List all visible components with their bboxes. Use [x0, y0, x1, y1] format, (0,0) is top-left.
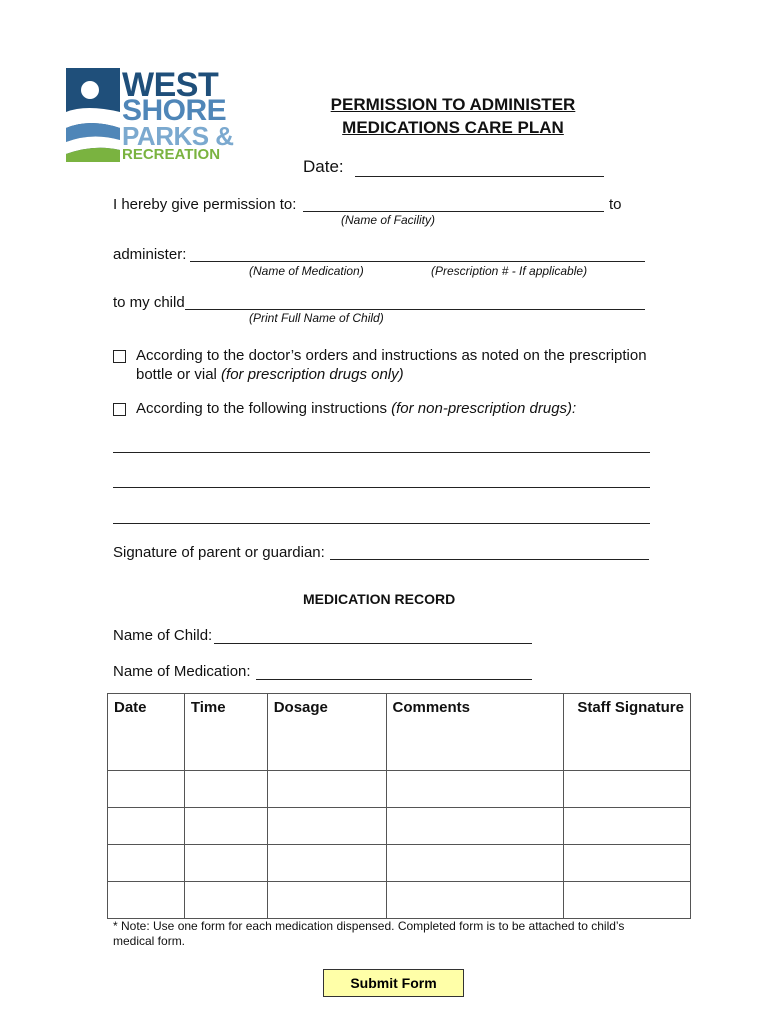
page-title-line1: PERMISSION TO ADMINISTER — [330, 95, 576, 114]
table-cell[interactable] — [386, 808, 564, 845]
logo-graphic-icon — [66, 68, 122, 164]
column-header-staff-signature: Staff Signature — [564, 694, 691, 771]
record-child-field[interactable] — [214, 643, 532, 644]
option1-text-line2 — [136, 366, 404, 383]
option2-text: According to the following instructions — [136, 400, 392, 417]
option1-text2: bottle or vial — [136, 366, 222, 383]
child-caption: (Print Full Name of Child) — [249, 311, 384, 325]
west-shore-logo — [66, 68, 241, 164]
medication-record-table — [107, 693, 691, 919]
option2-italic: (for non-prescription drugs): — [391, 400, 577, 417]
table-row — [108, 845, 691, 882]
option2-text-line — [136, 400, 576, 417]
logo-word-shore: SHORE — [122, 94, 227, 127]
page-title-line2: MEDICATIONS CARE PLAN — [342, 118, 564, 137]
signature-field[interactable] — [330, 559, 649, 560]
table-cell[interactable] — [108, 771, 185, 808]
table-cell[interactable] — [267, 845, 386, 882]
record-medication-field[interactable] — [256, 679, 532, 680]
date-label: Date: — [303, 157, 344, 176]
instructions-line-2[interactable] — [113, 487, 650, 488]
table-row — [108, 882, 691, 919]
medication-record-heading: MEDICATION RECORD — [303, 591, 456, 607]
record-medication-label: Name of Medication: — [113, 663, 251, 680]
option1-text: According to the doctor’s orders and instructions as noted on the prescription — [136, 347, 647, 364]
signature-label: Signature of parent or guardian: — [113, 544, 325, 561]
table-cell[interactable] — [564, 808, 691, 845]
prescription-caption: (Prescription # - If applicable) — [431, 264, 588, 278]
medication-caption: (Name of Medication) — [249, 264, 364, 278]
column-header-time: Time — [184, 694, 267, 771]
child-label: to my child — [113, 294, 185, 311]
instructions-line-3[interactable] — [113, 523, 650, 524]
column-header-date: Date — [108, 694, 185, 771]
table-row — [108, 808, 691, 845]
logo-word-west: WEST — [122, 66, 219, 104]
column-header-dosage: Dosage — [267, 694, 386, 771]
table-header-row — [108, 694, 691, 771]
record-child-label: Name of Child: — [113, 627, 213, 644]
table-cell[interactable] — [564, 882, 691, 919]
facility-caption: (Name of Facility) — [341, 213, 436, 227]
logo-word-recreation: RECREATION — [122, 146, 221, 163]
table-cell[interactable] — [184, 771, 267, 808]
table-cell[interactable] — [386, 882, 564, 919]
child-name-field[interactable] — [185, 309, 645, 310]
table-cell[interactable] — [267, 771, 386, 808]
note-line2: medical form. — [113, 934, 186, 948]
table-cell[interactable] — [564, 845, 691, 882]
logo-word-parks: PARKS & — [122, 121, 234, 151]
nonprescription-checkbox[interactable] — [113, 403, 126, 416]
prescription-checkbox[interactable] — [113, 350, 126, 363]
table-cell[interactable] — [267, 808, 386, 845]
table-cell[interactable] — [386, 771, 564, 808]
medication-field[interactable] — [190, 261, 645, 262]
table-cell[interactable] — [564, 771, 691, 808]
table-cell[interactable] — [386, 845, 564, 882]
table-cell[interactable] — [108, 808, 185, 845]
option1-italic: (for prescription drugs only) — [221, 366, 404, 383]
give-permission-label: I hereby give permission to: — [113, 196, 297, 213]
table-cell[interactable] — [184, 882, 267, 919]
column-header-comments: Comments — [386, 694, 564, 771]
table-cell[interactable] — [267, 882, 386, 919]
date-field[interactable] — [355, 176, 604, 177]
table-cell[interactable] — [184, 845, 267, 882]
submit-form-button[interactable]: Submit Form — [323, 969, 464, 997]
to-label: to — [609, 196, 622, 213]
table-cell[interactable] — [108, 882, 185, 919]
table-cell[interactable] — [108, 845, 185, 882]
note-line1: * Note: Use one form for each medication dispensed. Completed form is to be attached to child’s — [113, 919, 625, 933]
facility-field[interactable] — [303, 211, 604, 212]
administer-label: administer: — [113, 246, 187, 263]
table-cell[interactable] — [184, 808, 267, 845]
table-row — [108, 771, 691, 808]
instructions-line-1[interactable] — [113, 452, 650, 453]
